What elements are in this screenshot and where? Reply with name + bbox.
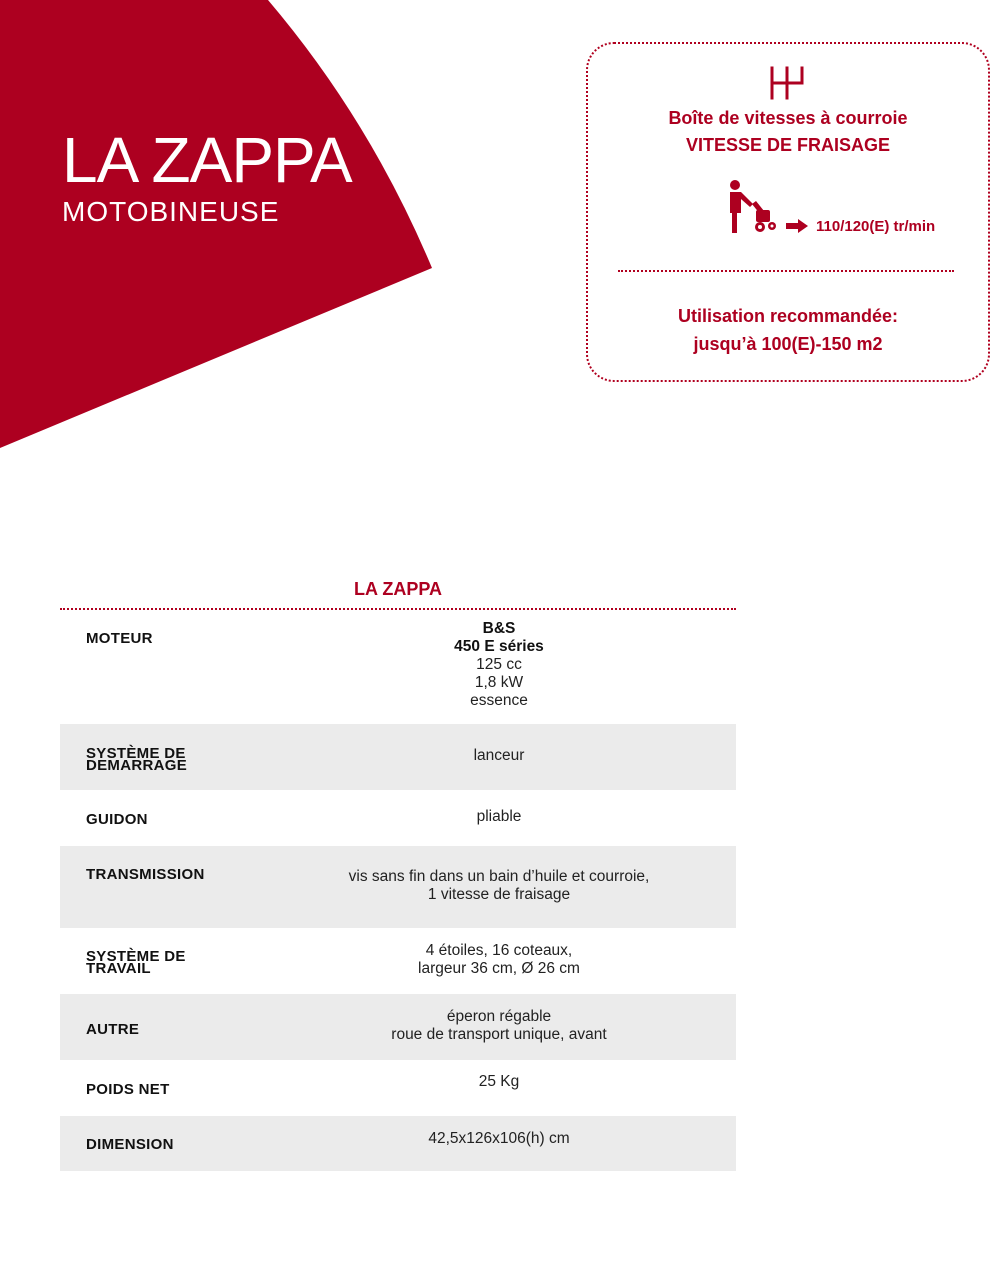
- spec-value: [260, 1073, 738, 1091]
- spec-value: [260, 868, 738, 904]
- milling-speed-heading: VITESSE DE FRAISAGE: [685, 135, 891, 155]
- spec-value: [260, 1008, 738, 1044]
- spec-row-guidon: [60, 790, 736, 846]
- page-subtitle: MOTOBINEUSE: [62, 196, 280, 227]
- spec-value: [260, 808, 738, 826]
- spec-value-line: 1 vitesse de fraisage: [427, 886, 571, 903]
- spec-label: SYSTÈME DE TRAVAIL: [86, 948, 186, 977]
- spec-row-moteur: [60, 612, 736, 724]
- engine-series: 450 E séries: [454, 638, 544, 655]
- engine-fuel: essence: [470, 692, 528, 709]
- spec-row-poids: [60, 1060, 736, 1116]
- engine-displacement: 125 cc: [476, 656, 522, 673]
- spec-value-line: 4 étoiles, 16 coteaux,: [425, 942, 573, 959]
- spec-value: [260, 942, 738, 978]
- spec-label: POIDS NET: [86, 1081, 170, 1098]
- card-divider: [618, 270, 954, 272]
- spec-label: AUTRE: [86, 1021, 140, 1038]
- gearbox-type-text: Boîte de vitesses à courroie: [668, 108, 908, 128]
- milling-speed-value: 110/120(E) tr/min: [816, 218, 936, 235]
- spec-value-line: vis sans fin dans un bain d’huile et courroie,: [348, 868, 650, 885]
- spec-label: SYSTÈME DE DEMARRAGE: [86, 745, 188, 774]
- recommended-use-label: Utilisation recommandée:: [677, 306, 899, 326]
- spec-value-line: largeur 36 cm, Ø 26 cm: [418, 960, 580, 977]
- spec-row-demarrage: [60, 724, 736, 790]
- arrow-right-icon: [786, 219, 808, 233]
- spec-label: GUIDON: [86, 811, 148, 828]
- spec-value: [260, 620, 738, 710]
- spec-value-line: éperon régable: [446, 1008, 552, 1025]
- recommended-use-value: jusqu’à 100(E)-150 m2: [693, 334, 883, 354]
- gear-shift-icon: [768, 66, 808, 100]
- spec-value: [260, 747, 738, 765]
- engine-brand: B&S: [482, 620, 516, 637]
- gearbox-info-card: [586, 42, 990, 382]
- spec-value-line: pliable: [476, 808, 522, 825]
- spec-value-line: 25 Kg: [478, 1073, 520, 1090]
- spec-table-divider: [60, 608, 736, 610]
- spec-value: [260, 1130, 738, 1148]
- tiller-operator-icon: [718, 180, 778, 236]
- spec-label: DIMENSION: [86, 1136, 174, 1153]
- spec-value-line: lanceur: [473, 747, 525, 764]
- hero-red-shape: [0, 0, 440, 460]
- spec-row-travail: [60, 928, 736, 994]
- engine-power: 1,8 kW: [474, 674, 524, 691]
- spec-value-line: roue de transport unique, avant: [391, 1026, 607, 1043]
- spec-label: TRANSMISSION: [86, 866, 205, 883]
- spec-row-autre: [60, 994, 736, 1060]
- spec-value-line: 42,5x126x106(h) cm: [428, 1130, 570, 1147]
- spec-row-transmission: [60, 846, 736, 928]
- spec-row-dimension: [60, 1116, 736, 1171]
- spec-label: MOTEUR: [86, 630, 153, 647]
- page-title: LA ZAPPA: [62, 124, 352, 196]
- spec-table-header: LA ZAPPA: [354, 579, 442, 599]
